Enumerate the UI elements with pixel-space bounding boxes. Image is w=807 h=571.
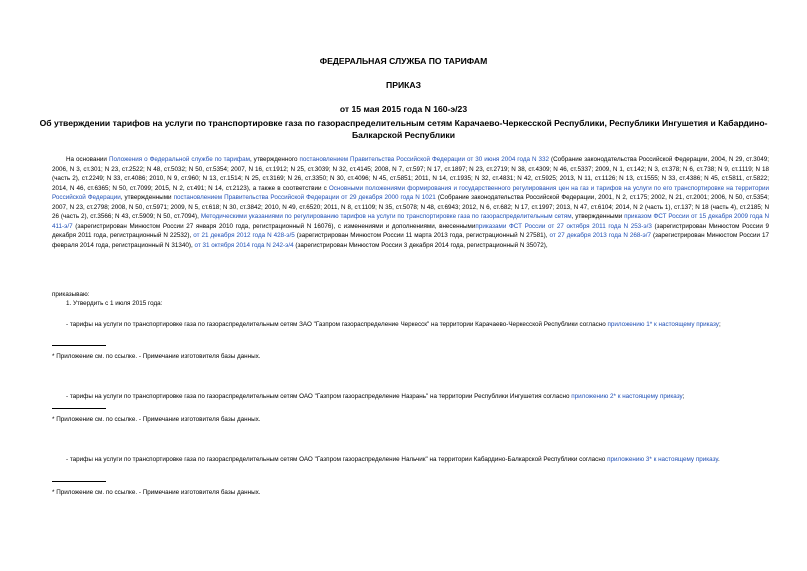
link-order-428[interactable]: от 21 декабря 2012 года N 428-э/5: [193, 232, 295, 239]
document-type: ПРИКАЗ: [386, 80, 421, 90]
link-appendix-3[interactable]: приложению 3* к настоящему приказу: [607, 456, 718, 463]
basis-text-9: (зарегистрирован Минюстом России 11 марта 2013 года, регистрационный N 27581),: [294, 232, 550, 239]
footnote-1: * Приложение см. по ссылке. - Примечание изготовителя базы данных.: [52, 353, 261, 360]
tariff-item-2: [52, 392, 769, 402]
link-order-242[interactable]: от 31 октября 2014 года N 242-э/4: [194, 241, 294, 249]
basis-text-10: (зарегистрирован Минюстом России 17 февраля 2014 года, регистрационный N 31340),: [52, 232, 770, 249]
basis-text-7: (зарегистрирован Минюстом России 27 января 2010 года, регистрационный N 16076), с изменениями и дополнениями, внесенными: [72, 222, 476, 230]
tariff-3-end: .: [717, 456, 720, 463]
basis-text-2: , утвержденного: [249, 156, 300, 163]
tariff-item-1: [52, 320, 769, 330]
link-basic-provisions[interactable]: Основными положениями формирования и государственного регулирования цен на газ и тарифов на услуги по его транспортировке на территории Российской Федерации: [52, 184, 769, 201]
footnote-2: * Приложение см. по ссылке. - Примечание изготовителя базы данных.: [52, 416, 261, 423]
document-date-number: от 15 мая 2015 года N 160-э/23: [339, 104, 468, 114]
basis-paragraph: [52, 155, 769, 250]
link-order-268[interactable]: от 27 декабря 2013 года N 268-э/7: [549, 232, 651, 239]
document-title: Об утверждении тарифов на услуги по транспортировке газа по газораспределительным сетям Карачаево-Черкесской Республики, Республики Ингушетия и Кабардино-Балкарской Республики: [39, 118, 768, 140]
link-methodical-guidelines[interactable]: Методическими указаниями по регулированию тарифов на услуги по транспортировке газа по газораспределительным сетям: [200, 213, 572, 220]
order-word: приказываю:: [52, 291, 90, 298]
footnote-rule-3: [52, 481, 106, 482]
link-order-411[interactable]: приказом ФСТ России от 15 декабря 2009 года N 411-э/7: [52, 213, 770, 230]
tariff-2-end: ;: [682, 393, 685, 400]
footnote-rule-1: [52, 345, 106, 346]
basis-text-8: (зарегистрирован Минюстом России 9 декабря 2011 года, регистрационный N 22532),: [52, 222, 769, 239]
link-government-decree-1021[interactable]: постановлением Правительства Российской Федерации от 29 декабря 2000 года N 1021: [173, 194, 436, 201]
basis-text-4: , утвержденными: [120, 194, 174, 201]
footnote-3: * Приложение см. по ссылке. - Примечание изготовителя базы данных.: [52, 489, 261, 496]
link-appendix-2[interactable]: приложению 2* к настоящему приказу: [571, 393, 683, 400]
tariff-2-text: - тарифы на услуги по транспортировке газа по газораспределительным сетям ОАО "Газпром газораспределение Назрань" на территории Республики Ингушетия согласно: [66, 393, 572, 400]
tariff-3-text: - тарифы на услуги по транспортировке газа по газораспределительным сетям ОАО "Газпром газораспределение Нальчик" на территории Кабардино-Балкарской Республики согласно: [66, 456, 608, 463]
basis-text-11: (зарегистрирован Минюстом России 3 декабря 2014 года, регистрационный N 35072),: [293, 241, 548, 249]
footnote-rule-2: [52, 408, 106, 409]
basis-text-5: (Собрание законодательства Российской Федерации, 2001, N 2, ст.175; 2002, N 21, ст.2001; 2006, N 50, ст.5354; 2007, N 23, ст.2798; 2008, N 50, ст.5971; 2009, N 5, ст.618; N 30, ст.3842; 2010, N 49, ст.6520; 2011, N 8, ст.1109; N 35, ст.5078; N 48, ст.6943; 2012, N 6, ст.682; N 17, ст.1997; 2013, N 47, ст.6104; 2014, N 2 (часть 1), ст.137; N 18 (часть 4), ст.2185; N 26 (часть 2), ст.3566; N 43, ст.5909; N 50, ст.7094),: [52, 194, 769, 220]
link-government-decree-332[interactable]: постановлением Правительства Российской Федерации от 30 июня 2004 года N 332: [299, 156, 550, 163]
item-1: 1. Утвердить с 1 июля 2015 года:: [66, 300, 163, 307]
tariff-1-text: - тарифы на услуги по транспортировке газа по газораспределительным сетям ЗАО "Газпром газораспределение Черкесск" на территории Карачаево-Черкесской Республики согласно: [66, 321, 608, 328]
tariff-item-3: [52, 455, 769, 465]
basis-text-6: , утвержденными: [571, 213, 625, 220]
basis-text-1: На основании: [66, 156, 109, 163]
basis-text-3: (Собрание законодательства Российской Федерации, 2004, N 29, ст.3049; 2006, N 3, ст.301; N 23, ст.2522; N 48, ст.5032; N 50, ст.5354; 2007, N 16, ст.1912; N 25, ст.3039; N 32, ст.4145; 2008, N 7, ст.597; N 17, ст.1897; N 23, ст.2719; N 38, ст.4309; N 46, ст.5337; 2009, N 1, ст.142; N 3, ст.378; N 6, ст.738; N 9, ст.1119; N 18 (часть 2), ст.2249; N 33, ст.4086; 2010, N 9, ст.960; N 13, ст.1514; N 25, ст.3169; N 26, ст.3350; N 30, ст.4096; N 45, ст.5851; 2011, N 14, ст.1935; N 32, ст.4831; N 42, ст.5925; 2013, N 11, ст.1126; N 13, ст.1555; N 33, ст.4386; N 45, ст.5811, ст.5822; 2014, N 46, ст.6365; N 50, ст.7099; 2015, N 2, ст.491; N 14, ст.2123), а также в соответствии с: [52, 156, 769, 192]
link-order-253[interactable]: приказами ФСТ России от 27 октября 2011 года N 253-э/3: [475, 222, 652, 230]
link-fst-regulation[interactable]: Положения о Федеральной службе по тарифам: [108, 156, 250, 163]
agency-heading: ФЕДЕРАЛЬНАЯ СЛУЖБА ПО ТАРИФАМ: [319, 56, 488, 66]
link-appendix-1[interactable]: приложению 1* к настоящему приказу: [607, 321, 719, 328]
tariff-1-end: ;: [718, 321, 721, 328]
